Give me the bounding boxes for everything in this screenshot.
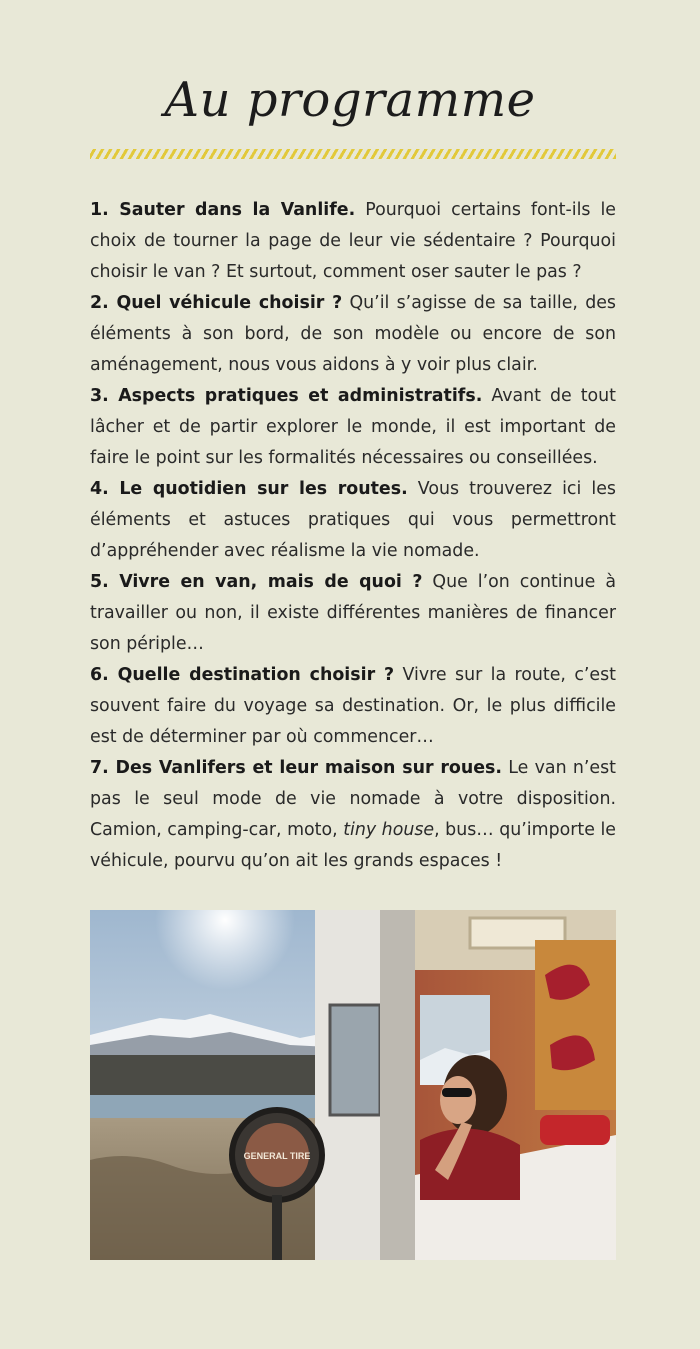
door-frame	[380, 910, 415, 1260]
program-item	[90, 474, 616, 567]
program-item-text: Le van n’est pas le seul mode de vie nomade à votre disposition. Camion, camping-car, moto,	[90, 758, 616, 840]
program-item-text: Vous trouverez ici les éléments et astuces pratiques qui vous permettront d’appréhender avec réalisme la vie nomade.	[90, 479, 616, 561]
door-window	[330, 1005, 380, 1115]
program-item-text: Avant de tout lâcher et de partir explorer le monde, il est important de faire le point sur les formalités nécessaires ou conseillées.	[90, 386, 617, 468]
person-body	[420, 1129, 520, 1200]
program-item-text: Qu’il s’agisse de sa taille, des éléments à son bord, de son modèle ou encore de son aménagement, nous vous aidons à y voir plus clair.	[90, 293, 616, 375]
program-list	[90, 195, 616, 877]
program-item-text: Pourquoi certains font-ils le choix de tourner la page de leur vie sédentaire ? Pourquoi choisir le van ? Et surtout, comment oser sauter le pas ?	[90, 200, 616, 282]
program-item-text: Que l’on continue à travailler ou non, il existe différentes manières de financer son périple…	[90, 572, 616, 654]
program-item-title: 1. Sauter dans la Vanlife.	[90, 200, 356, 220]
vanlife-photo	[90, 910, 616, 1260]
program-item-title: 3. Aspects pratiques et administratifs.	[90, 386, 483, 406]
program-item-title: 4. Le quotidien sur les routes.	[90, 479, 408, 499]
program-item	[90, 660, 616, 753]
program-item	[90, 195, 616, 288]
tire-mount	[272, 1195, 282, 1260]
program-item	[90, 753, 616, 877]
program-item-title: 5. Vivre en van, mais de quoi ?	[90, 572, 423, 592]
program-item	[90, 288, 616, 381]
program-item	[90, 567, 616, 660]
program-item-title: 7. Des Vanlifers et leur maison sur roues.	[90, 758, 502, 778]
page-title: Au programme	[164, 72, 536, 128]
decorative-stripe	[90, 149, 616, 159]
sunglasses	[442, 1088, 472, 1097]
tire-label: GENERAL TIRE	[243, 1151, 311, 1161]
program-item-title: 6. Quelle destination choisir ?	[90, 665, 395, 685]
program-item-title: 2. Quel véhicule choisir ?	[90, 293, 343, 313]
program-item-text: Vivre sur la route, c’est souvent faire du voyage sa destination. Or, le plus difficile est de déterminer par où commencer…	[90, 665, 616, 747]
pillow	[540, 1115, 610, 1145]
program-item	[90, 381, 616, 474]
program-item-italic: tiny house	[343, 820, 435, 840]
person-face	[440, 1076, 476, 1124]
program-item-text: , bus… qu’importe le véhicule, pourvu qu’on ait les grands espaces !	[90, 820, 616, 871]
